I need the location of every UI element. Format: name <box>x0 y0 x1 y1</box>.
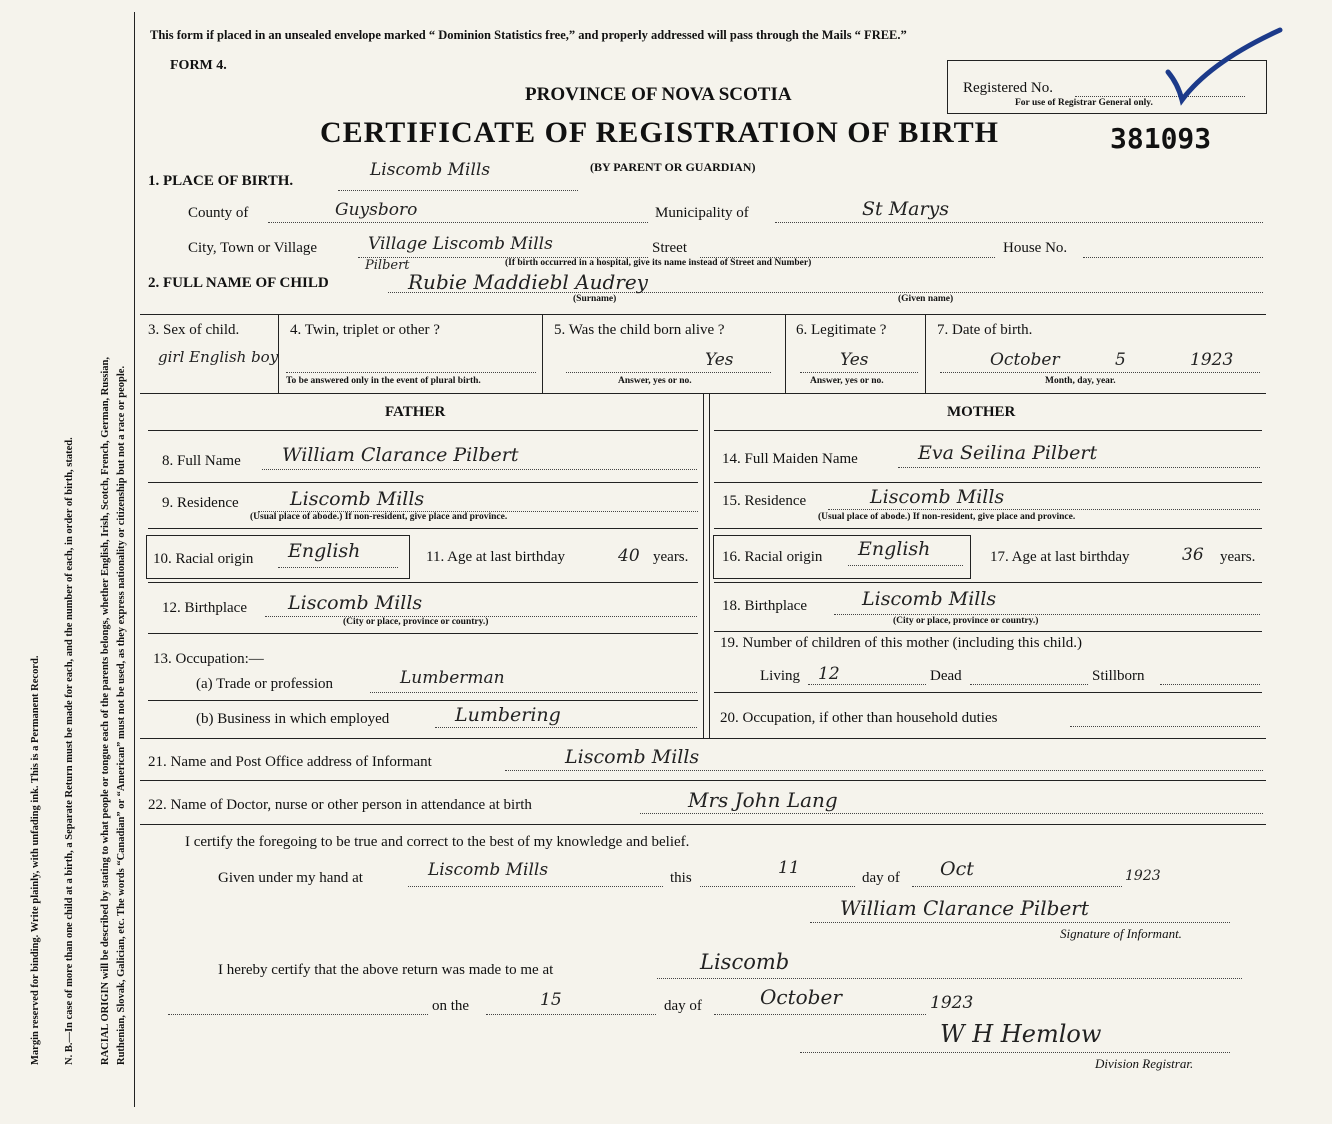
stillborn-label: Stillborn <box>1092 668 1145 684</box>
stillborn-line <box>1160 684 1260 685</box>
day-value: 11 <box>778 858 800 878</box>
mother-rule-2 <box>714 528 1262 529</box>
date-of-birth-label: 7. Date of birth. <box>937 322 1033 338</box>
house-number-line <box>1083 257 1263 258</box>
place-of-birth-label: 1. PLACE OF BIRTH. <box>148 173 294 189</box>
legitimate-line <box>800 372 918 373</box>
registered-number-label: Registered No. <box>963 80 1053 96</box>
registrar-month-value: October <box>760 985 842 1009</box>
surname-note: (Surname) <box>573 294 617 304</box>
legitimate-value: Yes <box>840 350 869 370</box>
hospital-note: (If birth occurred in a hospital, give its name instead of Street and Number) <box>505 258 812 268</box>
alive-value: Yes <box>705 350 734 370</box>
heading-rule-mother <box>714 430 1262 431</box>
registrar-signature-line <box>800 1052 1230 1053</box>
father-name-value: William Clarance Pilbert <box>282 444 519 466</box>
father-residence-note: (Usual place of abode.) If non-resident, give place and province. <box>250 512 508 522</box>
checkmark-icon <box>1160 22 1290 112</box>
date-of-birth-line <box>940 372 1260 373</box>
mother-residence-value: Liscomb Mills <box>870 486 1005 508</box>
row3-top-rule <box>140 314 1266 315</box>
municipality-line <box>775 222 1263 223</box>
margin-note-racial-origin: RACIAL ORIGIN will be described by stating to what people or tongue each of the parents belongs, whether English, Irish, Scotch, French, German, Russian, <box>100 356 111 1065</box>
municipality-value: St Marys <box>862 198 950 220</box>
mother-occupation-label: 20. Occupation, if other than household duties <box>720 710 998 726</box>
business-label: (b) Business in which employed <box>196 711 390 727</box>
year-value: 1923 <box>1125 868 1161 884</box>
father-racial-origin-line <box>278 567 398 568</box>
mother-residence-label: 15. Residence <box>722 493 807 509</box>
date-of-birth-note: Month, day, year. <box>1045 376 1116 386</box>
registrar-day-of-label: day of <box>664 998 702 1014</box>
street-label: Street <box>652 240 687 256</box>
mother-rule-1 <box>714 482 1262 483</box>
given-place-line <box>408 886 663 887</box>
form-number: FORM 4. <box>170 58 227 73</box>
father-rule-2 <box>148 528 698 529</box>
business-line <box>435 727 697 728</box>
child-given-value: Rubie Maddiebl Audrey <box>408 270 648 294</box>
father-name-line <box>262 469 697 470</box>
city-value: Village Liscomb Mills <box>368 234 553 254</box>
father-residence-value: Liscomb Mills <box>290 488 425 510</box>
registrar-day-value: 15 <box>540 990 562 1010</box>
father-racial-origin-value: English <box>288 540 361 562</box>
parents-bottom-rule <box>140 738 1266 739</box>
registrar-day-line <box>486 1014 656 1015</box>
father-birthplace-label: 12. Birthplace <box>162 600 247 616</box>
mother-name-line <box>898 467 1260 468</box>
mother-birthplace-value: Liscomb Mills <box>862 588 997 610</box>
county-label: County of <box>188 205 249 221</box>
legitimate-note: Answer, yes or no. <box>810 376 884 386</box>
row3-divider-2 <box>542 314 543 393</box>
row3-divider-3 <box>785 314 786 393</box>
day-of-label: day of <box>862 870 900 886</box>
father-residence-label: 9. Residence <box>162 495 239 511</box>
living-value: 12 <box>818 664 840 684</box>
binding-margin-line <box>134 12 135 1107</box>
this-label: this <box>670 870 692 886</box>
certificate-subtitle: (BY PARENT OR GUARDIAN) <box>590 160 756 174</box>
place-of-birth-line <box>338 190 578 191</box>
margin-note-multiple-births: N. B.—In case of more than one child at a birth, a Separate Return must be made for each, and the number of each, in order of birth, stated. <box>64 437 75 1065</box>
registrar-leading-line <box>168 1014 428 1015</box>
informant-signature-line <box>810 922 1230 923</box>
children-count-label: 19. Number of children of this mother (including this child.) <box>720 635 1083 651</box>
twin-note: To be answered only in the event of plural birth. <box>286 376 481 386</box>
trade-label: (a) Trade or profession <box>196 676 334 692</box>
living-label: Living <box>760 668 800 684</box>
father-rule-1 <box>148 482 698 483</box>
father-birthplace-value: Liscomb Mills <box>288 592 423 614</box>
father-age-unit: years. <box>653 549 689 565</box>
house-number-label: House No. <box>1003 240 1068 256</box>
dead-line <box>970 684 1088 685</box>
father-birthplace-note: (City or place, province or country.) <box>343 617 489 627</box>
mother-rule-5 <box>714 692 1262 693</box>
father-racial-origin-label: 10. Racial origin <box>153 551 254 567</box>
informant-rule <box>140 780 1266 781</box>
month-line <box>912 886 1122 887</box>
father-name-label: 8. Full Name <box>162 453 241 469</box>
mother-birthplace-label: 18. Birthplace <box>722 598 807 614</box>
informant-signature: William Clarance Pilbert <box>840 896 1089 920</box>
father-age-label: 11. Age at last birthday <box>426 549 565 565</box>
parents-divider-right <box>709 393 710 738</box>
province-heading: PROVINCE OF NOVA SCOTIA <box>525 84 792 105</box>
mother-residence-note: (Usual place of abode.) If non-resident, give place and province. <box>818 512 1076 522</box>
father-rule-4 <box>148 633 698 634</box>
trade-line <box>370 692 697 693</box>
given-place-value: Liscomb Mills <box>428 860 549 880</box>
mother-age-value: 36 <box>1182 545 1204 565</box>
mother-birthplace-line <box>834 614 1260 615</box>
living-line <box>808 684 926 685</box>
place-of-birth-value: Liscomb Mills <box>370 160 491 180</box>
alive-line <box>566 372 771 373</box>
mother-racial-origin-value: English <box>858 538 931 560</box>
twin-line <box>286 372 536 373</box>
trade-value: Lumberman <box>400 668 505 688</box>
mother-age-unit: years. <box>1220 549 1256 565</box>
mail-note: This form if placed in an unsealed envelope marked “ Dominion Statistics free,” and properly addressed will pass through the Mails “ FREE.” <box>150 28 907 42</box>
child-surname-value: Pilbert <box>365 258 410 273</box>
dob-day-value: 5 <box>1115 350 1126 370</box>
parents-divider-left <box>703 393 704 738</box>
father-age-value: 40 <box>618 546 640 566</box>
on-the-label: on the <box>432 998 470 1014</box>
business-value: Lumbering <box>455 704 561 726</box>
dob-month-value: October <box>990 350 1060 370</box>
mother-occupation-line <box>1070 726 1260 727</box>
father-rule-5 <box>148 700 698 701</box>
occupation-label: 13. Occupation:— <box>153 651 264 667</box>
certify-text: I certify the foregoing to be true and correct to the best of my knowledge and belief. <box>185 834 690 850</box>
mother-age-label: 17. Age at last birthday <box>990 549 1130 565</box>
informant-line <box>505 770 1263 771</box>
mother-racial-origin-line <box>848 565 963 566</box>
margin-note-binding: Margin reserved for binding. Write plainly, with unfading ink. This is a Permanent Record. <box>30 655 41 1065</box>
mother-birthplace-note: (City or place, province or country.) <box>893 616 1039 626</box>
child-name-label: 2. FULL NAME OF CHILD <box>148 275 329 291</box>
mother-rule-4 <box>714 631 1262 632</box>
mother-rule-3 <box>714 582 1262 583</box>
alive-label: 5. Was the child born alive ? <box>554 322 725 338</box>
month-value: Oct <box>940 858 974 880</box>
mother-residence-line <box>828 509 1260 510</box>
municipality-label: Municipality of <box>655 205 749 221</box>
row3-divider-4 <box>925 314 926 393</box>
informant-label: 21. Name and Post Office address of Informant <box>148 754 432 770</box>
signature-of-informant-label: Signature of Informant. <box>1060 926 1182 941</box>
heading-rule-father <box>148 430 698 431</box>
sex-label: 3. Sex of child. <box>148 322 240 338</box>
certificate-title: CERTIFICATE OF REGISTRATION OF BIRTH <box>320 116 999 149</box>
legitimate-label: 6. Legitimate ? <box>796 322 887 338</box>
day-line <box>700 886 855 887</box>
dob-year-value: 1923 <box>1190 350 1234 370</box>
given-name-note: (Given name) <box>898 294 954 304</box>
registrar-place-value: Liscomb <box>700 950 790 974</box>
registrar-place-line <box>657 978 1242 979</box>
doctor-value: Mrs John Lang <box>688 788 838 812</box>
alive-note: Answer, yes or no. <box>618 376 692 386</box>
registered-number-note: For use of Registrar General only. <box>1015 98 1153 108</box>
given-under-label: Given under my hand at <box>218 870 363 886</box>
father-rule-3 <box>148 582 698 583</box>
doctor-rule <box>140 824 1266 825</box>
sex-value: girl English boy <box>158 348 279 366</box>
informant-value: Liscomb Mills <box>565 746 700 768</box>
mother-name-value: Eva Seilina Pilbert <box>918 442 1098 464</box>
mother-racial-origin-label: 16. Racial origin <box>722 549 823 565</box>
mother-heading: MOTHER <box>947 404 1016 420</box>
registrar-month-line <box>714 1014 926 1015</box>
registrar-year-value: 1923 <box>930 993 974 1013</box>
county-line <box>268 222 648 223</box>
registrar-certify-text: I hereby certify that the above return was made to me at <box>218 962 554 978</box>
twin-label: 4. Twin, triplet or other ? <box>290 322 440 338</box>
registrar-signature: W H Hemlow <box>940 1020 1102 1048</box>
division-registrar-label: Division Registrar. <box>1095 1056 1194 1071</box>
father-heading: FATHER <box>385 404 446 420</box>
doctor-label: 22. Name of Doctor, nurse or other person in attendance at birth <box>148 797 532 813</box>
margin-note-racial-origin-2: Ruthenian, Slovak, Galician, etc. The words “Canadian” or “American” must not be used, as they express nationality or citizenship but not a race or people. <box>116 365 127 1065</box>
city-label: City, Town or Village <box>188 240 318 256</box>
mother-name-label: 14. Full Maiden Name <box>722 451 858 467</box>
certificate-number: 381093 <box>1110 122 1212 155</box>
doctor-line <box>640 813 1263 814</box>
dead-label: Dead <box>930 668 962 684</box>
county-value: Guysboro <box>335 200 418 220</box>
